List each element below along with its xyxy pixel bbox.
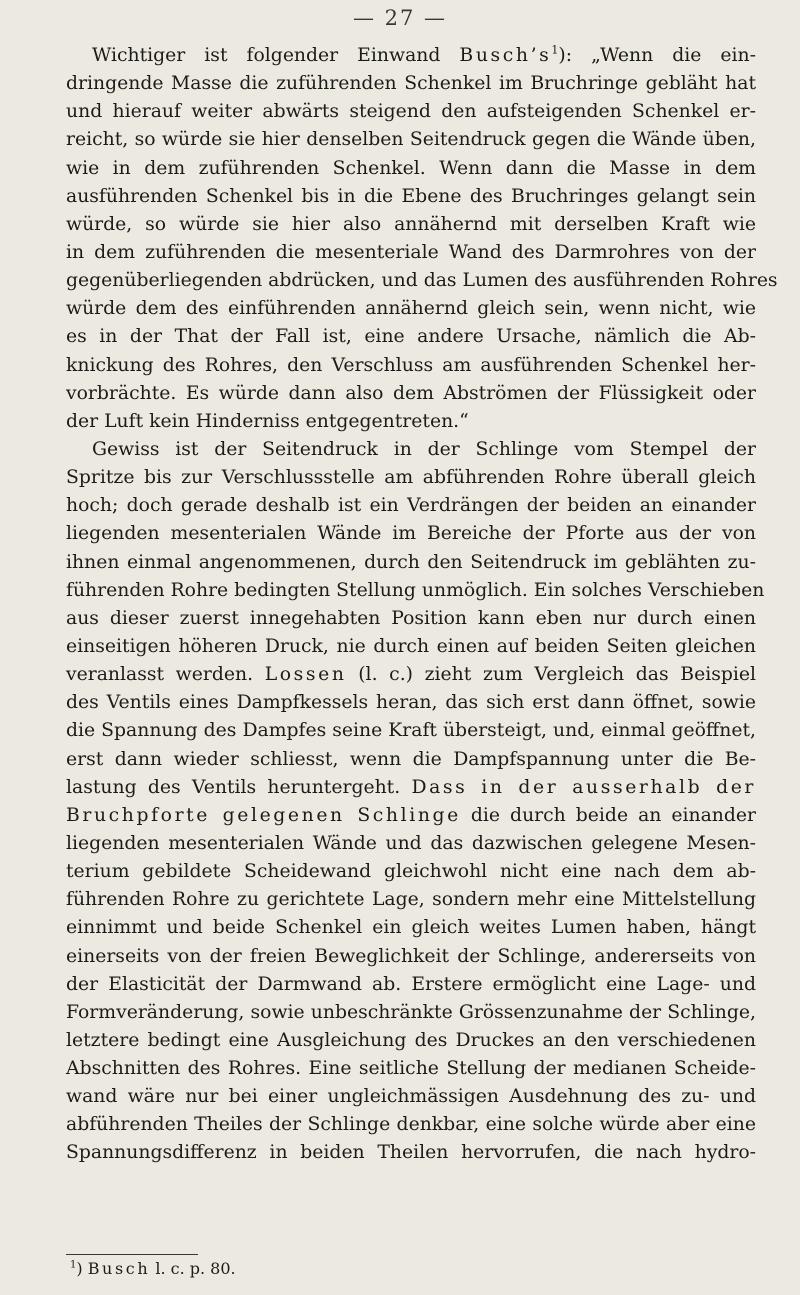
text-line: knickung des Rohres, den Verschluss am ausführenden Schenkel her-	[66, 354, 756, 376]
text-line: wand wäre nur bei einer ungleichmässigen Ausdehnung des zu- und	[66, 1086, 756, 1108]
text-segment: die durch beide an einander	[460, 804, 757, 826]
footnote	[70, 1258, 236, 1280]
footnote-reference: 1	[551, 43, 559, 57]
text-line: liegenden mesenterialen Wände im Bereiche der Pforte aus der von	[66, 523, 756, 545]
emphasized-text: Lossen	[264, 664, 347, 686]
text-line: es in der That der Fall ist, eine andere Ursache, nämlich die Ab-	[66, 326, 756, 348]
text-segment: lastung des Ventils heruntergeht.	[66, 776, 412, 798]
emphasized-text: Busch’s	[459, 45, 552, 66]
footnote-mark: 1	[70, 1259, 77, 1271]
text-line: würde dem des einführenden annähernd gleich sein, wenn nicht, wie	[66, 298, 756, 320]
emphasized-text: Dass in der ausserhalb der	[411, 776, 756, 798]
text-line: würde, so würde sie hier also annähernd mit derselben Kraft wie	[66, 213, 756, 235]
text-line: hoch; doch gerade deshalb ist ein Verdrängen der beiden an einander	[66, 495, 756, 517]
text-line: aus dieser zuerst innegehabten Position kann eben nur durch einen	[66, 607, 756, 629]
text-line	[66, 802, 756, 830]
text-line: und hierauf weiter abwärts steigend den aufsteigenden Schenkel er-	[66, 101, 756, 123]
text-line: wie in dem zuführenden Schenkel. Wenn dann die Masse in dem	[66, 157, 756, 179]
text-line: einseitigen höheren Druck, nie durch einen auf beiden Seiten gleichen	[66, 635, 756, 657]
text-line: erst dann wieder schliesst, wenn die Dampfspannung unter die Be-	[66, 748, 756, 770]
text-line: Formveränderung, sowie unbeschränkte Grössenzunahme der Schlinge,	[66, 1001, 756, 1023]
text-line: gegenüberliegenden abdrücken, und das Lumen des ausführenden Rohres	[66, 270, 778, 292]
text-line: vorbrächte. Es würde dann also dem Abströmen der Flüssigkeit oder	[66, 382, 756, 404]
text-line: Spannungsdifferenz in beiden Theilen hervorrufen, die nach hydro-	[66, 1142, 756, 1164]
text-line: ihnen einmal angenommenen, durch den Seitendruck im geblähten zu-	[66, 551, 756, 573]
footnote-separator: )	[76, 1259, 88, 1278]
body-text	[66, 42, 778, 1168]
text-line: Abschnitten des Rohres. Eine seitliche Stellung der medianen Scheide-	[66, 1058, 756, 1080]
text-line: führenden Rohre zu gerichtete Lage, sondern mehr eine Mittelstellung	[66, 889, 756, 911]
text-line: letztere bedingt eine Ausgleichung des Druckes an den verschiedenen	[66, 1029, 756, 1051]
text-segment: Wichtiger ist folgender Einwand	[92, 45, 460, 66]
text-line: des Ventils eines Dampfkessels heran, das sich erst dann öffnet, sowie	[66, 692, 756, 714]
text-line: in dem zuführenden die mesenteriale Wand des Darmrohres von der	[66, 241, 756, 263]
text-line: dringende Masse die zuführenden Schenkel im Bruchringe gebläht hat	[66, 73, 756, 95]
emphasized-text: Bruchpforte gelegenen Schlinge	[66, 804, 461, 826]
text-line	[66, 661, 756, 689]
text-line: der Luft kein Hinderniss entgegentreten.“	[66, 410, 469, 432]
text-line: Spritze bis zur Verschlussstelle am abführenden Rohre überall gleich	[66, 467, 756, 489]
text-line: ausführenden Schenkel bis in die Ebene des Bruchringes gelangt sein	[66, 185, 756, 207]
text-line: einnimmt und beide Schenkel ein gleich weites Lumen haben, hängt	[66, 917, 756, 939]
text-segment: veranlasst werden.	[66, 664, 265, 686]
text-line	[66, 42, 756, 70]
text-segment: (l. c.) zieht zum Vergleich das Beispiel	[346, 664, 756, 686]
text-line: Gewiss ist der Seitendruck in der Schlinge vom Stempel der	[92, 438, 756, 460]
text-line: die Spannung des Dampfes seine Kraft übersteigt, und, einmal geöffnet,	[66, 720, 756, 742]
text-line: führenden Rohre bedingten Stellung unmöglich. Ein solches Verschieben	[66, 579, 765, 601]
text-line: reicht, so würde sie hier denselben Seitendruck gegen die Wände üben,	[66, 129, 756, 151]
text-line: terium gebildete Scheidewand gleichwohl nicht eine nach dem ab-	[66, 861, 756, 883]
text-line: abführenden Theiles der Schlinge denkbar, eine solche würde aber eine	[66, 1114, 756, 1136]
text-segment: ): „Wenn die ein-	[558, 45, 756, 66]
text-line: der Elasticität der Darmwand ab. Erstere ermöglicht eine Lage- und	[66, 973, 756, 995]
text-line	[66, 774, 756, 802]
page-number: — 27 —	[352, 6, 448, 30]
text-line: liegenden mesenterialen Wände und das dazwischen gelegene Mesen-	[66, 832, 756, 854]
footnote-rule	[66, 1254, 198, 1255]
footnote-author: Busch	[87, 1259, 151, 1278]
footnote-text: l. c. p. 80.	[150, 1259, 236, 1278]
text-line: einerseits von der freien Beweglichkeit der Schlinge, andererseits von	[66, 945, 756, 967]
